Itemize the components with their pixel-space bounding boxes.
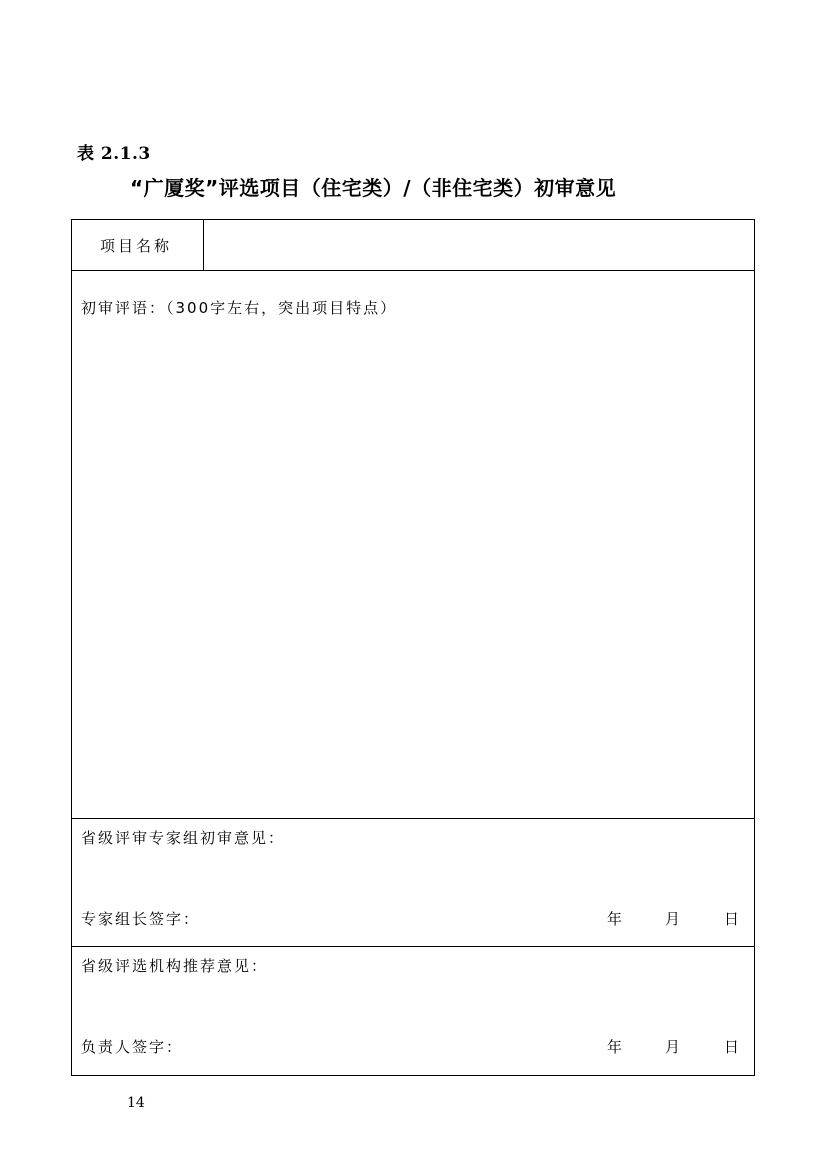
initial-comment-field[interactable] — [81, 331, 745, 808]
expert-date-month-label: 月 — [665, 910, 681, 928]
organization-signature-label: 负责人签字： — [81, 1038, 184, 1056]
organization-recommendation-row — [72, 947, 754, 1075]
organization-date-month-label: 月 — [665, 1038, 681, 1056]
project-name-field[interactable] — [204, 220, 754, 270]
expert-date-day-label: 日 — [724, 910, 740, 928]
table-number: 表 2.1.3 — [77, 144, 151, 164]
expert-opinion-row — [72, 819, 754, 947]
expert-signature-label: 专家组长签字： — [81, 910, 201, 928]
expert-opinion-label: 省级评审专家组初审意见： — [81, 829, 286, 847]
project-name-row — [72, 220, 754, 271]
page-number: 14 — [127, 1095, 145, 1111]
initial-comment-label: 初审评语：（300字左右，突出项目特点） — [81, 299, 398, 317]
form-title: “广厦奖”评选项目（住宅类）/（非住宅类）初审意见 — [130, 176, 617, 200]
expert-date-year-label: 年 — [607, 910, 623, 928]
organization-date-day-label: 日 — [724, 1038, 740, 1056]
initial-comment-row — [72, 271, 754, 819]
organization-opinion-label: 省级评选机构推荐意见： — [81, 957, 269, 975]
project-name-label-cell — [72, 220, 204, 270]
review-form-table — [71, 219, 755, 1076]
organization-date-year-label: 年 — [607, 1038, 623, 1056]
project-name-label: 项目名称 — [100, 237, 173, 255]
